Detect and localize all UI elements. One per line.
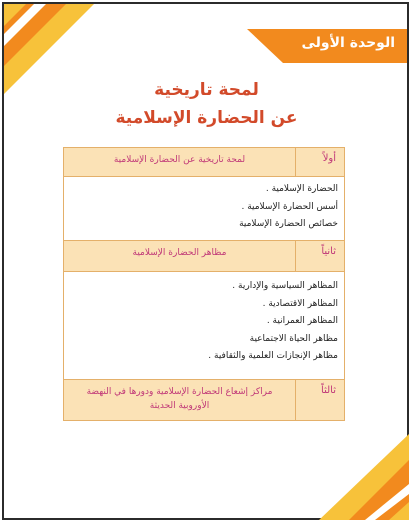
unit-badge-label: الوحدة الأولى	[301, 35, 395, 51]
section-number: ثالثاً	[295, 380, 344, 420]
section-items	[64, 272, 344, 380]
page-title-line2: عن الحضارة الإسلامية	[115, 108, 298, 128]
section-header-row	[64, 241, 344, 272]
list-item: المظاهر السياسية والإدارية .	[232, 281, 338, 291]
list-item: المظاهر الاقتصادية .	[262, 298, 338, 309]
corner-stripes-bottom-right	[319, 434, 409, 520]
list-item: مظاهر الحياة الاجتماعية	[249, 333, 338, 344]
section-heading: مظاهر الحضارة الإسلامية	[132, 248, 227, 258]
list-item: مظاهر الإنجازات العلمية والثقافية .	[208, 351, 338, 361]
section-number: أولاً	[295, 148, 344, 176]
section-header-row	[64, 380, 344, 420]
section-items	[64, 177, 344, 241]
list-item: الحضارة الإسلامية .	[265, 184, 338, 194]
contents-table	[63, 147, 345, 421]
section-header-row	[64, 148, 344, 177]
unit-badge	[247, 29, 407, 63]
section-number: ثانياً	[295, 241, 344, 271]
section-heading: مراكز إشعاع الحضارة الإسلامية ودورها في النهضة الأوروبية الحديثة	[86, 387, 273, 411]
page-title-line1: لمحة تاريخية	[154, 80, 259, 100]
list-item: المظاهر العمرانية .	[266, 316, 338, 326]
section-heading: لمحة تاريخية عن الحضارة الإسلامية	[113, 155, 246, 165]
list-item: أسس الحضارة الإسلامية .	[241, 201, 338, 212]
list-item: خصائص الحضارة الإسلامية	[239, 219, 338, 229]
